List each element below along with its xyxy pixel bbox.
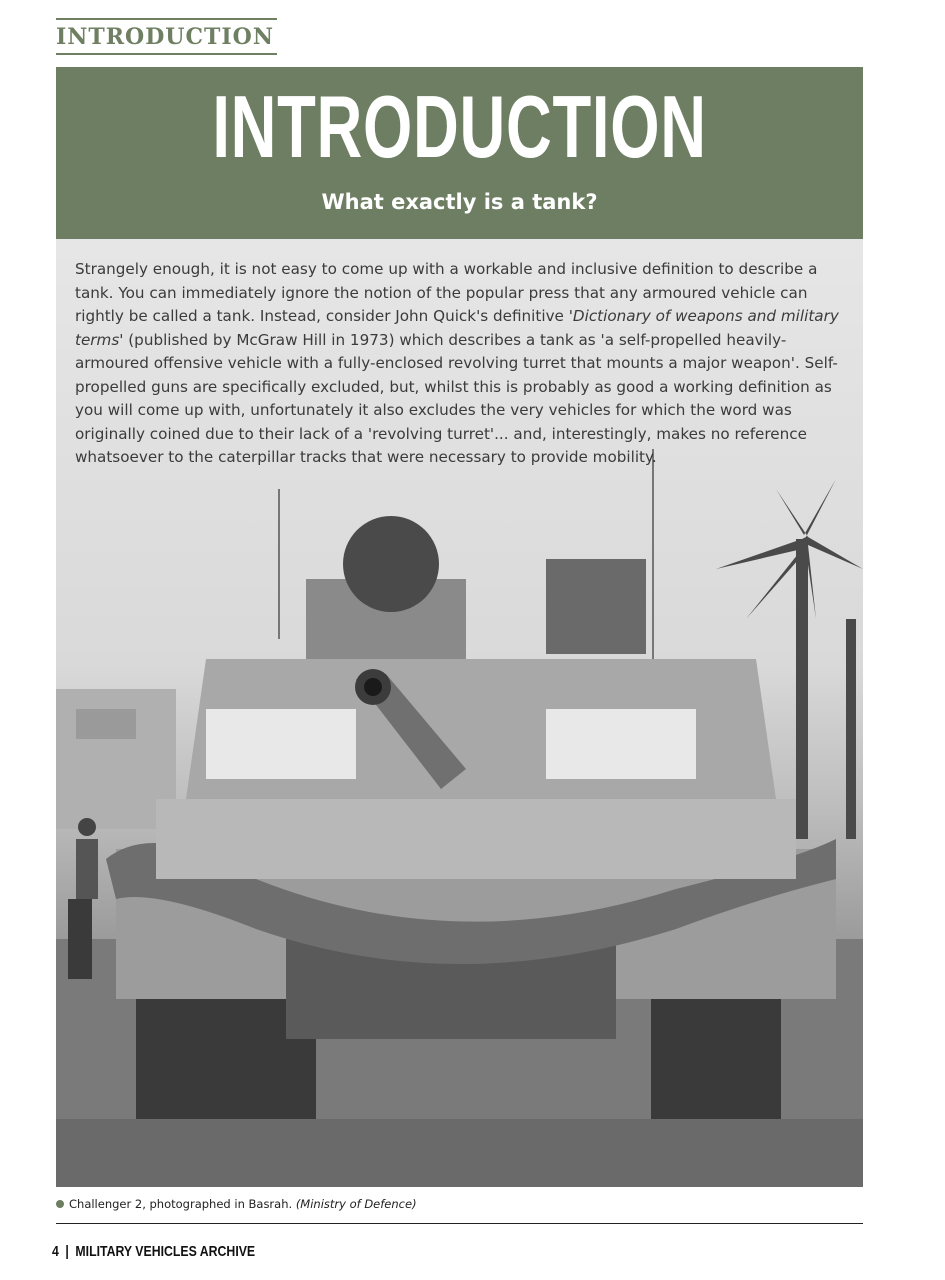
photo-caption (56, 1196, 863, 1212)
caption-credit: (Ministry of Defence) (295, 1197, 417, 1211)
publication-name: MILITARY VEHICLES ARCHIVE (75, 1243, 256, 1260)
title-banner (56, 67, 863, 239)
tank-photo (56, 239, 863, 1187)
article-text-part-1: Strangely enough, it is not easy to come up with a workable and inclusive definition to describe a tank. You can immediately ignore the notion of the popular press that any armoured vehicle can rightly be called a tank. Instead, consider John Quick's definitive ' (75, 260, 818, 325)
page-footer (52, 1243, 255, 1261)
article-body (75, 258, 845, 470)
article-text-part-2: ' (published by McGraw Hill in 1973) which describes a tank as 'a self-propelled heavily-armoured offensive vehicle with a fully-enclosed revolving turret that mounts a major weapon'. Self-propelled guns are specifically excluded, but, whilst this is probably as good a working definition as you will come up with, unfortunately it also excludes the very vehicles for which the word was originally coined due to their lack of a 'revolving turret'... and, interestingly, makes no reference whatsoever to the caterpillar tracks that were necessary to provide mobility. (75, 330, 838, 466)
page-subtitle: What exactly is a tank? (321, 190, 598, 214)
page-title: INTRODUCTION (212, 77, 707, 176)
footer-divider (56, 1223, 863, 1224)
caption-bullet-icon (56, 1200, 64, 1208)
caption-text: Challenger 2, photographed in Basrah. (69, 1197, 293, 1211)
section-tag: INTRODUCTION (56, 18, 277, 55)
footer-separator: | (65, 1243, 69, 1260)
book-title: Dictionary of weapons and military terms (75, 307, 839, 349)
page-number: 4 (52, 1243, 59, 1260)
